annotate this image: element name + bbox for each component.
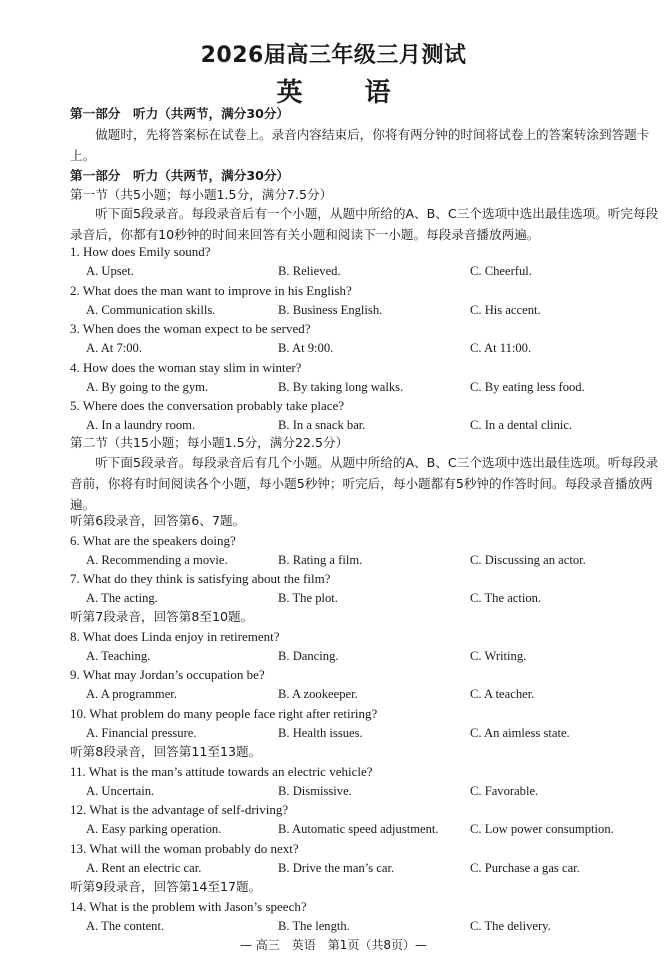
q14-option-c: C. The delivery. — [470, 919, 551, 933]
q6-option-c: C. Discussing an actor. — [470, 553, 586, 567]
section1-heading: 第一节（共5小题；每小题1.5分，满分7.5分） — [70, 187, 333, 202]
section1-instructions: 听下面5段录音。每段录音后有一个小题，从题中所给的A、B、C三个选项中选出最佳选项。听完每段录音后，你都有10秒钟的时间来回答有关小题和阅读下一小题。每段录音播放两遍。 — [70, 206, 659, 242]
question-3: 3. When does the woman expect to be served? — [70, 321, 311, 336]
q5-option-a: A. In a laundry room. — [86, 418, 196, 432]
q9-option-b: B. A zookeeper. — [278, 687, 358, 701]
question-10: 10. What problem do many people face right after retiring? — [70, 706, 378, 721]
question-6: 6. What are the speakers doing? — [70, 533, 236, 548]
q11-option-a: A. Uncertain. — [86, 784, 155, 798]
q9-option-c: C. A teacher. — [470, 687, 535, 701]
page-footer: — 高三 英语 第1页（共8页）— — [239, 938, 428, 952]
exam-title: 2026届高三年级三月测试 — [200, 43, 467, 68]
question-12: 12. What is the advantage of self-driving? — [70, 802, 289, 817]
question-11: 11. What is the man’s attitude towards an electric vehicle? — [70, 764, 373, 779]
q5-option-c: C. In a dental clinic. — [470, 418, 573, 432]
q9-option-a: A. A programmer. — [86, 687, 177, 701]
q2-option-b: B. Business English. — [278, 303, 383, 317]
q8-option-c: C. Writing. — [470, 649, 527, 663]
q3-option-c: C. At 11:00. — [470, 341, 532, 355]
q11-option-b: B. Dismissive. — [278, 784, 352, 798]
q4-option-a: A. By going to the gym. — [86, 380, 209, 394]
q7-option-a: A. The acting. — [86, 591, 158, 605]
q13-option-a: A. Rent an electric car. — [86, 861, 202, 875]
question-7: 7. What do they think is satisfying about the film? — [70, 571, 331, 586]
q13-option-c: C. Purchase a gas car. — [470, 861, 580, 875]
section2-heading: 第二节（共15小题；每小题1.5分，满分22.5分） — [70, 435, 349, 450]
part1-instructions: 做题时，先将答案标在试卷上。录音内容结束后，你将有两分钟的时间将试卷上的答案转涂到答题卡上。 — [70, 127, 650, 163]
passage-8-note: 听第8段录音，回答第11至13题。 — [70, 744, 262, 759]
question-5: 5. Where does the conversation probably take place? — [70, 398, 345, 413]
q8-option-b: B. Dancing. — [278, 649, 339, 663]
q12-option-b: B. Automatic speed adjustment. — [278, 822, 439, 836]
q13-option-b: B. Drive the man’s car. — [278, 861, 395, 875]
question-9: 9. What may Jordan’s occupation be? — [70, 667, 265, 682]
q3-option-a: A. At 7:00. — [86, 341, 142, 355]
q10-option-a: A. Financial pressure. — [86, 726, 197, 740]
q12-option-c: C. Low power consumption. — [470, 822, 614, 836]
question-8: 8. What does Linda enjoy in retirement? — [70, 629, 280, 644]
question-14: 14. What is the problem with Jason’s speech? — [70, 899, 307, 914]
q12-option-a: A. Easy parking operation. — [86, 822, 222, 836]
subject-title: 英 语 — [276, 78, 409, 108]
q8-option-a: A. Teaching. — [86, 649, 151, 663]
q5-option-b: B. In a snack bar. — [278, 418, 366, 432]
question-13: 13. What will the woman probably do next? — [70, 841, 299, 856]
question-2: 2. What does the man want to improve in his English? — [70, 283, 352, 298]
q14-option-a: A. The content. — [86, 919, 165, 933]
q1-option-a: A. Upset. — [86, 264, 134, 278]
q4-option-b: B. By taking long walks. — [278, 380, 404, 394]
q2-option-c: C. His accent. — [470, 303, 541, 317]
q7-option-c: C. The action. — [470, 591, 542, 605]
question-4: 4. How does the woman stay slim in winter? — [70, 360, 302, 375]
section2-instructions: 听下面5段录音。每段录音后有几个小题。从题中所给的A、B、C三个选项中选出最佳选项。听每段录音前，你将有时间阅读各个小题，每小题5秒钟；听完后，每小题都有5秒钟的作答时间。每段录音播放两遍。 — [70, 455, 659, 512]
question-1: 1. How does Emily sound? — [70, 244, 211, 259]
part1-heading-repeat: 第一部分 听力（共两节，满分30分） — [70, 168, 290, 183]
passage-9-note: 听第9段录音，回答第14至17题。 — [70, 879, 262, 894]
q10-option-c: C. An aimless state. — [470, 726, 570, 740]
passage-7-note: 听第7段录音，回答第8至10题。 — [70, 609, 254, 624]
q6-option-b: B. Rating a film. — [278, 553, 363, 567]
q11-option-c: C. Favorable. — [470, 784, 539, 798]
q14-option-b: B. The length. — [278, 919, 350, 933]
q1-option-b: B. Relieved. — [278, 264, 341, 278]
q6-option-a: A. Recommending a movie. — [86, 553, 228, 567]
part1-heading: 第一部分 听力（共两节，满分30分） — [70, 106, 290, 121]
passage-6-note: 听第6段录音，回答第6、7题。 — [70, 513, 246, 528]
q2-option-a: A. Communication skills. — [86, 303, 216, 317]
q4-option-c: C. By eating less food. — [470, 380, 585, 394]
q10-option-b: B. Health issues. — [278, 726, 363, 740]
q3-option-b: B. At 9:00. — [278, 341, 334, 355]
q1-option-c: C. Cheerful. — [470, 264, 532, 278]
q7-option-b: B. The plot. — [278, 591, 338, 605]
